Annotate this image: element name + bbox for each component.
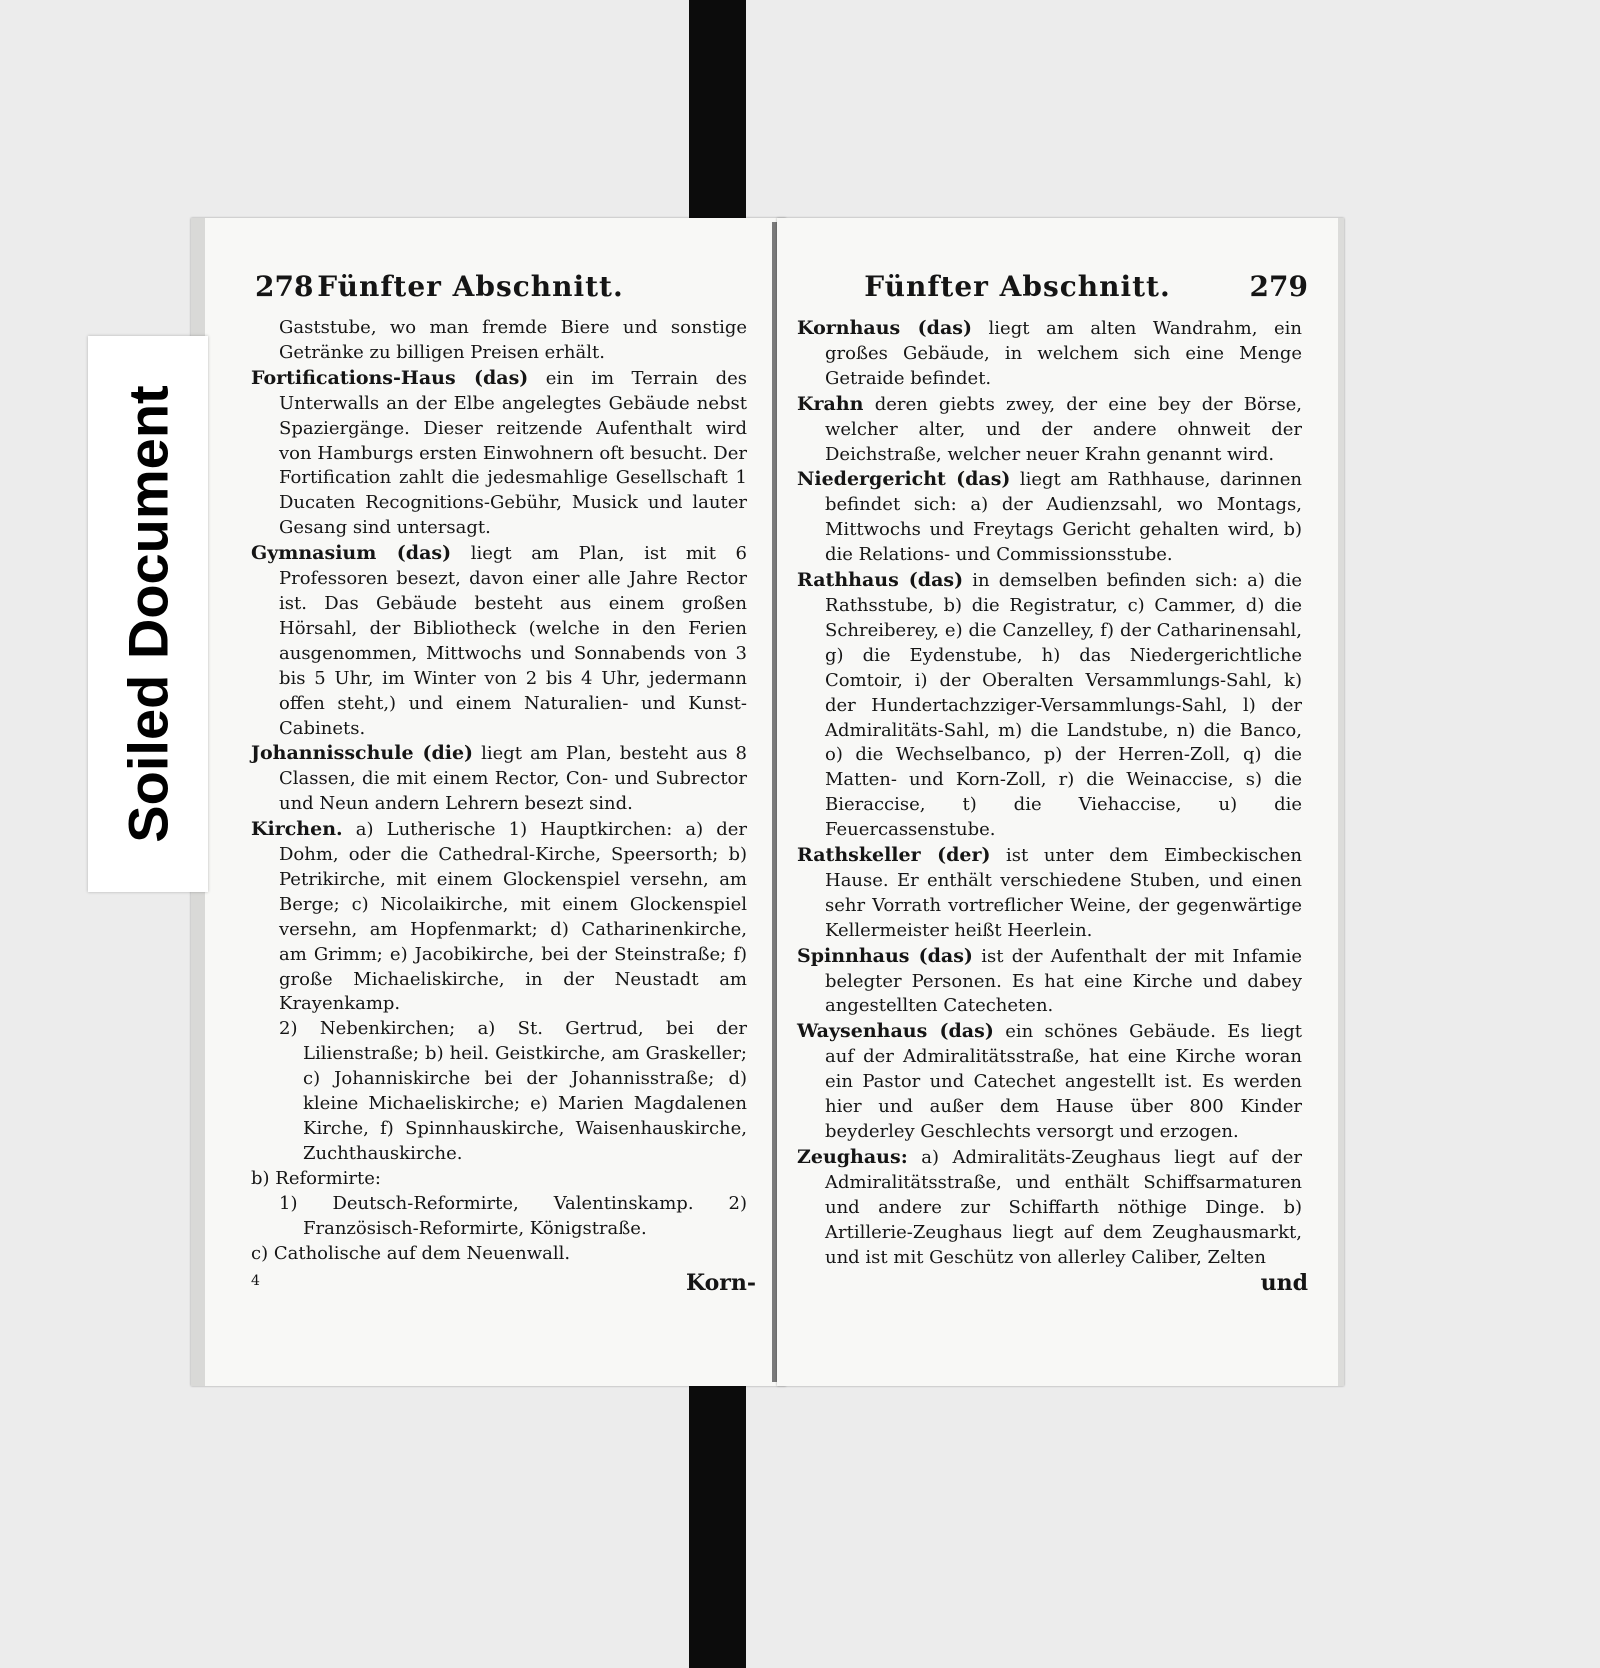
- right-page-title: Fünfter Abschnitt.: [864, 270, 1171, 303]
- entry-reformirte: b) Reformirte:: [251, 1167, 381, 1189]
- entry-text: ein schönes Gebäude. Es liegt auf der Admiralitätsstraße, hat eine Kirche woran ein Pastor und Catechet angestellt ist. Es werden hier und außer dem Hause über 800 Kinder beyderley Geschlechts versorgt und erzogen.: [825, 1021, 1302, 1142]
- entry-text: a) Lutherische 1) Hauptkirchen: a) der Dohm, oder die Cathedral-Kirche, Speersorth; b) Petrikirche, mit einem Glockenspiel versehn, am Berge; c) Nicolaikirche, mit einem Glockenspiel versehn, am Hopfenmarkt; d) Catharinenkirche, am Grimm; e) Jacobikirche, bei der Steinstraße; f) große Michaeliskirche, in der Neustadt am Krayenkamp.: [279, 819, 747, 1015]
- entry-text: liegt am Plan, ist mit 6 Professoren besezt, davon einer alle Jahre Rector ist. Das Gebäude besteht aus einem großen Hörsahl, der Bibliotheck (welche in den Ferien ausgenommen, Mittwochs und Sonnabends von 3 bis 5 Uhr, im Winter von 2 bis 4 Uhr, jedermann offen steht,) und einem Naturalien- und Kunst-Cabinets.: [279, 543, 748, 739]
- entry-text: liegt am Plan, besteht aus 8 Classen, die mit einem Rector, Con- und Subrector und Neun andern Lehrern besezt sind.: [279, 743, 747, 815]
- entry-text: liegt am Rathhause, darinnen befindet sich: a) der Audienzsahl, wo Montags, Mittwochs und Freytags Gericht gehalten wird, b) die Relations- und Commissionsstube.: [825, 469, 1302, 566]
- entry-keyword: Fortifications-Haus (das): [251, 366, 529, 389]
- right-page-number: 279: [1249, 270, 1308, 303]
- entry-text: ist der Aufenthalt der mit Infamie belegter Personen. Es hat eine Kirche und dabey angestellten Catecheten.: [825, 945, 1303, 1017]
- label-text: Soiled Document: [116, 385, 180, 843]
- left-catchword: Korn-: [685, 1270, 756, 1296]
- entry-text: ein im Terrain des Unterwalls an der Elbe angelegtes Gebäude nebst Spaziergänge. Dieser reitzende Aufenthalt wird von Hamburgs ersten Einwohnern oft besucht. Der Fortification zahlt die jedesmahlige Gesellschaft 1 Ducaten Recognitions-Gebühr, Musick und lauter Gesang sind untersagt.: [279, 367, 747, 539]
- entry-nebenkirchen: 2) Nebenkirchen; a) St. Gertrud, bei der Lilienstraße; b) heil. Geistkirche, am Graskeller; c) Johanniskirche bei der Johannisstraße; d) kleine Michaeliskirche; e) Marien Magdalenen Kirche, f) Spinnhauskirche, Waisenhauskirche, Zuchthauskirche.: [279, 1018, 747, 1164]
- entry-keyword: Kirchen.: [251, 818, 343, 841]
- entry-text: deren giebts zwey, der eine bey der Börse, welcher alter, und der andere ohnweit der Deichstraße, welcher neuer Krahn genannt wird.: [825, 393, 1302, 465]
- entry-keyword: Rathskeller (der): [797, 844, 991, 867]
- entry-zeughaus: [797, 1145, 1302, 1271]
- entry-fortifications-haus: [251, 366, 747, 541]
- right-page-header: [827, 270, 1308, 310]
- left-page-title: Fünfter Abschnitt.: [317, 270, 624, 303]
- entry-text: liegt am alten Wandrahm, ein großes Gebäude, in welchem sich eine Menge Getraide befindet.: [825, 318, 1302, 389]
- entry-gymnasium: [251, 541, 747, 741]
- entry-gaststube: Gaststube, wo man fremde Biere und sonstige Getränke zu billigen Preisen erhält.: [279, 317, 747, 363]
- entry-keyword: Kornhaus (das): [797, 317, 972, 339]
- right-catchword: und: [1260, 1270, 1308, 1296]
- entry-keyword: Spinnhaus (das): [797, 944, 973, 967]
- entry-niedergericht: [797, 467, 1302, 568]
- entry-reformirte-list: 1) Deutsch-Reformirte, Valentinskamp. 2) Französisch-Reformirte, Königstraße.: [279, 1192, 747, 1239]
- entry-keyword: Zeughaus:: [797, 1145, 908, 1168]
- entry-text: a) Admiralitäts-Zeughaus liegt auf der Admiralitätsstraße, und enthält Schiffsarmaturen und andere zur Schiffarth nöthige Dinge. b) Artillerie-Zeughaus liegt auf dem Zeughausmarkt, und ist mit Geschütz von allerley Caliber, Zelten: [825, 1146, 1302, 1268]
- entry-rathhaus: [797, 568, 1302, 843]
- entry-kirchen: [251, 817, 747, 1017]
- left-page-header: [255, 270, 756, 310]
- left-page-body: [251, 316, 747, 1266]
- left-page: [191, 218, 786, 1386]
- entry-keyword: Niedergericht (das): [797, 468, 1011, 491]
- entry-rathskeller: [797, 843, 1302, 944]
- entry-johannisschule: [251, 741, 747, 817]
- right-page-body: [797, 316, 1302, 1270]
- entry-keyword: Gymnasium (das): [251, 542, 452, 565]
- entry-keyword: Krahn: [797, 392, 864, 415]
- entry-waysenhaus: [797, 1019, 1302, 1145]
- entry-keyword: Waysenhaus (das): [797, 1020, 994, 1043]
- entry-krahn: [797, 392, 1302, 468]
- soiled-document-label: [88, 336, 208, 892]
- left-page-number: 278: [255, 270, 314, 303]
- right-page: [777, 218, 1344, 1386]
- signature-mark: 4: [251, 1273, 260, 1289]
- entry-catholische: c) Catholische auf dem Neuenwall.: [251, 1242, 571, 1264]
- entry-keyword: Johannisschule (die): [251, 742, 474, 765]
- entry-kornhaus: [797, 316, 1302, 392]
- entry-text: in demselben befinden sich: a) die Rathsstube, b) die Registratur, c) Cammer, d) die Schreiberey, e) die Canzelley, f) der Catharinensahl, g) die Eydenstube, h) das Niedergerichtliche Comtoir, i) der Oberalten Versammlungs-Sahl, k) der Hundertachzziger-Versammlungs-Sahl, l) der Admiralitäts-Sahl, m) die Landstube, n) die Banco, o) die Wechselbanco, p) der Herren-Zoll, q) die Matten- und Korn-Zoll, r) die Weinaccise, s) die Bieraccise, t) die Viehaccise, u) die Feuercassenstube.: [825, 570, 1302, 841]
- entry-text: ist unter dem Eimbeckischen Hause. Er enthält verschiedene Stuben, und einen sehr Vorrath vortreflicher Weine, der gegenwärtige Kellermeister heißt Heerlein.: [825, 845, 1302, 941]
- entry-spinnhaus: [797, 944, 1302, 1020]
- entry-keyword: Rathhaus (das): [797, 569, 964, 592]
